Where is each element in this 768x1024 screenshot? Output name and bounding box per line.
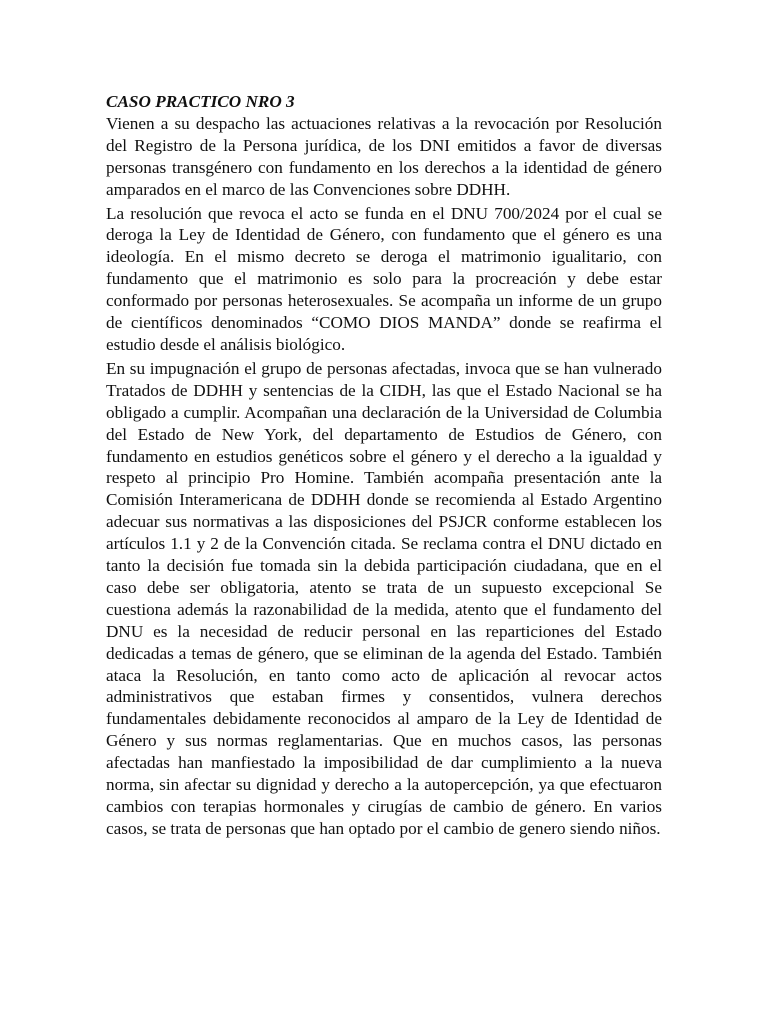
document-page [106, 91, 662, 842]
paragraph-1: Vienen a su despacho las actuaciones relativas a la revocación por Resolución del Registro de la Persona jurídica, de los DNI emitidos a favor de diversas personas transgénero con fundamento en los derechos a la identidad de género amparados en el marco de las Convenciones sobre DDHH. [106, 113, 662, 199]
document-title: CASO PRACTICO NRO 3 [106, 92, 295, 111]
paragraph-2: La resolución que revoca el acto se funda en el DNU 700/2024 por el cual se deroga la Ley de Identidad de Género, con fundamento que el género es una ideología. En el mismo decreto se deroga el matrimonio igualitario, con fundamento que el matrimonio es solo para la procreación y debe estar conformado por personas heterosexuales. Se acompaña un informe de un grupo de científicos denominados “COMO DIOS MANDA” donde se reafirma el estudio desde el análisis biológico. [106, 203, 662, 354]
paragraph-3: En su impugnación el grupo de personas afectadas, invoca que se han vulnerado Tratados de DDHH y sentencias de la CIDH, las que el Estado Nacional se ha obligado a cumplir. Acompañan una declaración de la Universidad de Columbia del Estado de New York, del departamento de Estudios de Género, con fundamento en estudios genéticos sobre el género y el derecho a la igualdad y respeto al principio Pro Homine. También acompaña presentación ante la Comisión Interamericana de DDHH donde se recomienda al Estado Argentino adecuar sus normativas a las disposiciones del PSJCR conforme establecen los artículos 1.1 y 2 de la Convención citada. Se reclama contra el DNU dictado en tanto la decisión fue tomada sin la debida participación ciudadana, que en el caso debe ser obligatoria, atento se trata de un supuesto excepcional Se cuestiona además la razonabilidad de la medida, atento que el fundamento del DNU es la necesidad de reducir personal en las reparticiones del Estado dedicadas a temas de género, que se eliminan de la agenda del Estado. También ataca la Resolución, en tanto como acto de aplicación al revocar actos administrativos que estaban firmes y consentidos, vulnera derechos fundamentales debidamente reconocidos al amparo de la Ley de Identidad de Género y sus normas reglamentarias. Que en muchos casos, las personas afectadas han manfiestado la imposibilidad de dar cumplimiento a la nueva norma, sin afectar su dignidad y derecho a la autopercepción, ya que efectuaron cambios con terapias hormonales y cirugías de cambio de género. En varios casos, se trata de personas que han optado por el cambio de genero siendo niños. [106, 358, 662, 838]
